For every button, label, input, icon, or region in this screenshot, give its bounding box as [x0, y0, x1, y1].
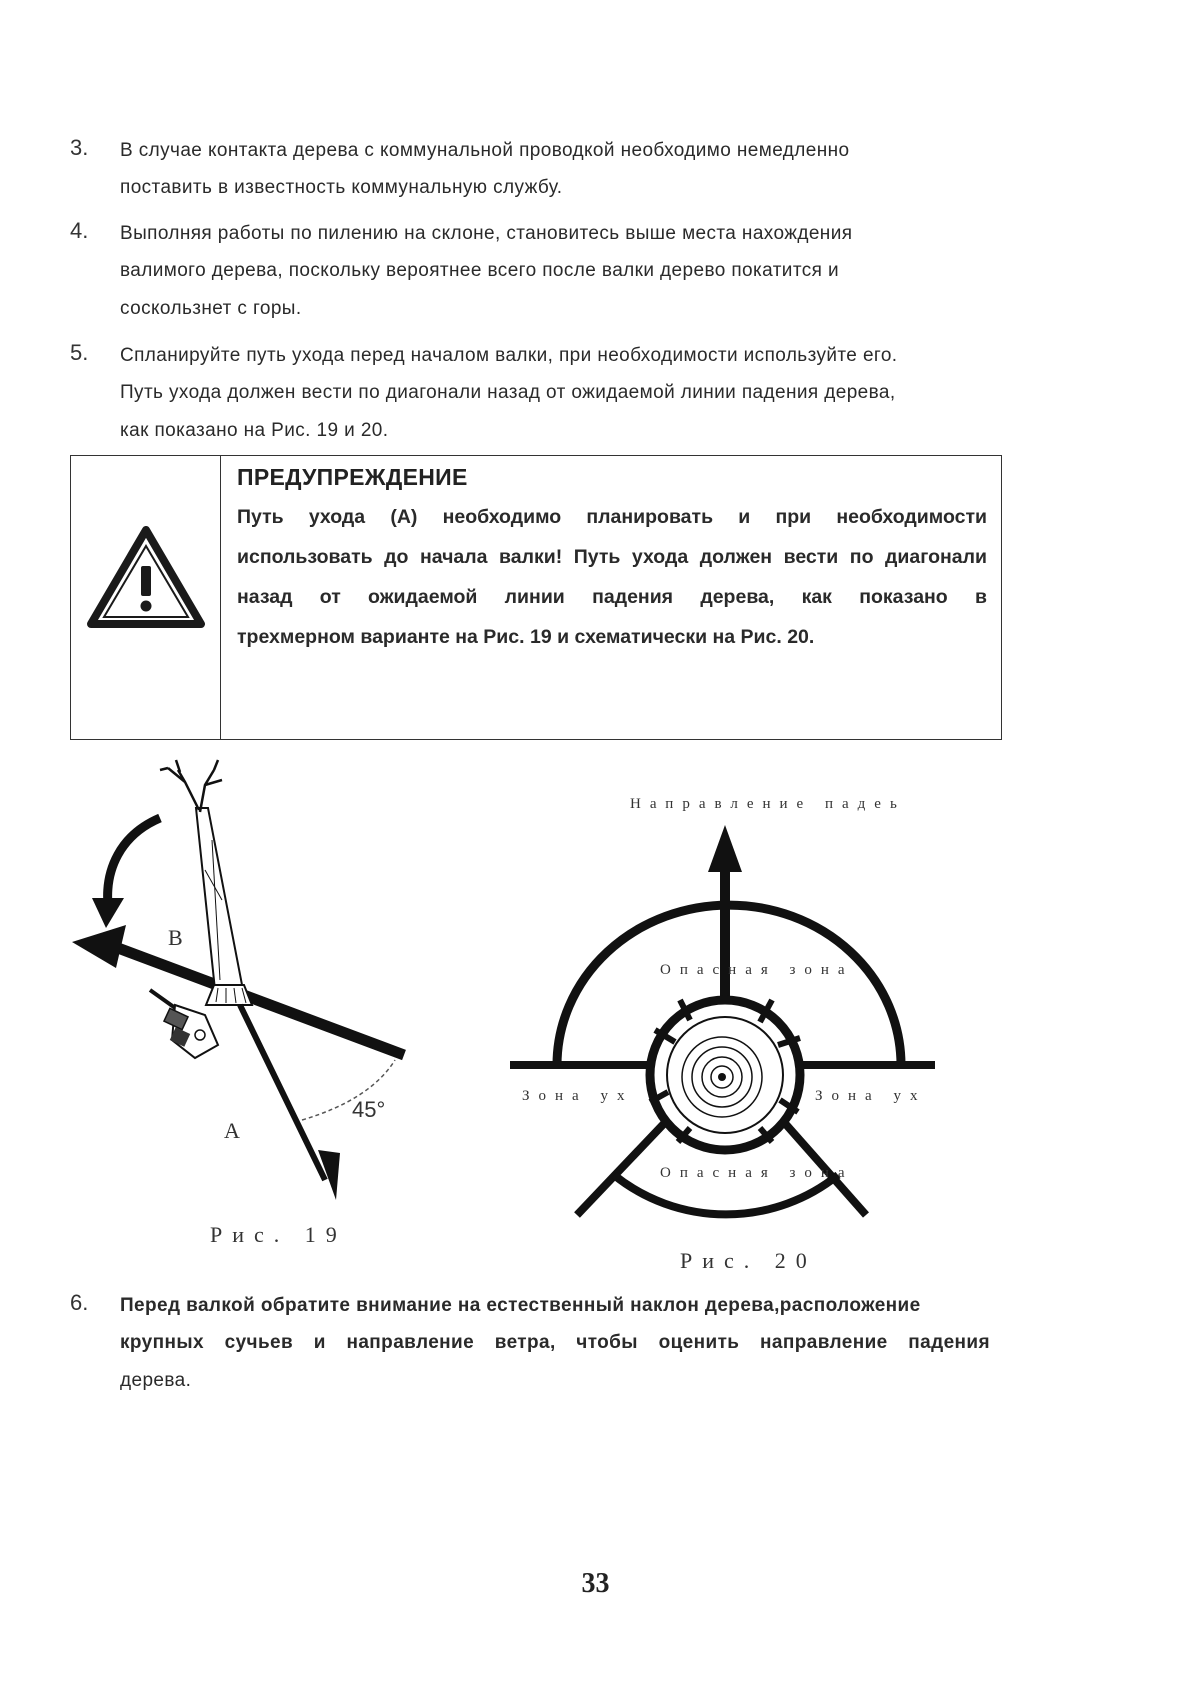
tree-branches — [160, 760, 222, 812]
item-text-line: В случае контакта дерева с коммунальной проводкой необходимо немедленно — [120, 140, 850, 161]
fig19-angle-label: 45° — [352, 1097, 386, 1122]
fall-direction-arrowhead — [708, 825, 742, 872]
figure-20-drawing — [510, 825, 935, 1215]
item-number: 6. — [70, 1290, 89, 1315]
figure-19-caption: Рис. 19 — [210, 1222, 347, 1247]
fig19-label-a: A — [224, 1118, 240, 1143]
fall-curve-arrowhead — [92, 898, 124, 928]
item-text-line: соскользнет с горы. — [120, 298, 302, 319]
figure-20-caption: Рис. 20 — [680, 1248, 817, 1273]
item-text-line: валимого дерева, поскольку вероятнее всего после валки дерево покатится и — [120, 260, 839, 281]
danger-zone-bottom-label: Опасная зона — [660, 1165, 854, 1181]
page-number: 33 — [581, 1568, 610, 1599]
escape-zone-left-label: Зона ух — [522, 1088, 634, 1104]
escape-zone-right-label: Зона ух — [815, 1088, 927, 1104]
item-text-line: Путь ухода должен вести по диагонали назад от ожидаемой линии падения дерева, — [120, 382, 896, 403]
item-number: 5. — [70, 340, 89, 365]
fig19-label-b: B — [168, 925, 183, 950]
item-text-line: крупных сучьев и направление ветра, чтобы оценить направление падения — [120, 1332, 990, 1353]
item-text-line: дерева. — [120, 1370, 192, 1391]
warning-title: ПРЕДУПРЕЖДЕНИЕ — [237, 464, 468, 490]
warning-text-line: трехмерном варианте на Рис. 19 и схематически на Рис. 20. — [237, 626, 815, 648]
item-text-line: Перед валкой обратите внимание на естественный наклон дерева,расположение — [120, 1295, 921, 1316]
warning-text-line: использовать до начала валки! Путь ухода должен вести по диагонали — [237, 546, 987, 568]
escape-route-line — [240, 1005, 325, 1180]
warning-text-line: Путь ухода (А) необходимо планировать и при необходимости — [237, 506, 987, 528]
danger-zone-top-label: Опасная зона — [660, 962, 854, 978]
item-text-line: поставить в известность коммунальную службу. — [120, 177, 563, 198]
fall-direction-arrowhead — [72, 925, 126, 968]
warning-text-line: назад от ожидаемой линии падения дерева, как показано в — [237, 586, 987, 608]
fall-curve-arrow — [108, 818, 160, 905]
item-text-line: как показано на Рис. 19 и 20. — [120, 420, 389, 441]
tree-stump-icon — [650, 1000, 800, 1150]
item-number: 3. — [70, 135, 89, 160]
item-text-line: Выполняя работы по пилению на склоне, становитесь выше места нахождения — [120, 223, 853, 244]
item-text-line: Спланируйте путь ухода перед началом валки, при необходимости используйте его. — [120, 345, 898, 366]
item-number: 4. — [70, 218, 89, 243]
fall-direction-label: Направление падеь — [630, 796, 906, 812]
